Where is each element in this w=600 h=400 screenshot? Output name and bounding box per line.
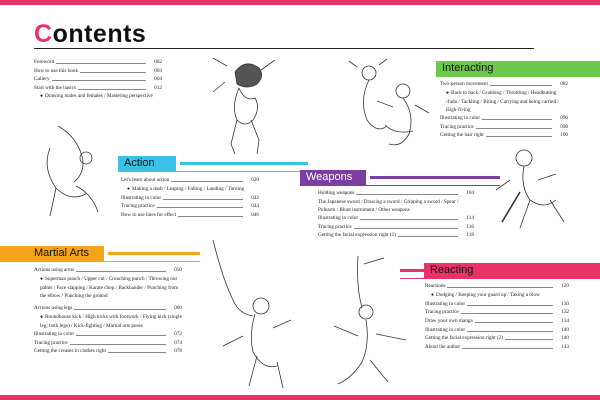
toc-entry[interactable]: Getting the facial expression right (1) 118	[318, 232, 474, 239]
toc-entry[interactable]: About the author 143	[425, 343, 569, 350]
martial-arts-header-label: Martial Arts	[0, 246, 104, 261]
toc-entry[interactable]: Tracing practice 074	[34, 339, 182, 346]
toc-entry[interactable]: Illustrating in color 140	[425, 326, 569, 333]
crouching-figure-sketch	[36, 118, 116, 228]
kicking-figure-sketch	[195, 236, 315, 396]
martial-arts-header	[0, 246, 200, 261]
title-rest: ontents	[52, 20, 147, 48]
interacting-header-label: Interacting	[436, 61, 600, 76]
intro-section	[34, 58, 162, 102]
toc-entry[interactable]: How to use this book 003	[34, 67, 162, 74]
reacting-header	[400, 263, 600, 278]
kneeling-figure-sketch	[490, 140, 580, 240]
toc-entry[interactable]: Actions using arms 050	[34, 267, 182, 273]
toc-entry[interactable]: Reactions 120	[425, 283, 569, 289]
toc-entry[interactable]: Let's learn about action 020	[121, 177, 259, 183]
title-rule	[34, 48, 534, 49]
toc-subtopics: The Japanese sword / Drawing a sword / Gripping a sword / Spear / Polearm / Blunt instrument / Other weapons	[318, 198, 459, 213]
page-title	[34, 20, 146, 49]
weapons-section	[318, 189, 474, 240]
toc-entry[interactable]: Illustrating in color 096	[440, 115, 568, 122]
toc-entry[interactable]: Getting the hair right 100	[440, 132, 568, 139]
bullet-icon: ●	[127, 186, 131, 192]
reacting-header-label: Reacting	[424, 263, 600, 278]
bullet-icon: ●	[40, 276, 44, 282]
toc-entry[interactable]: Holding weapons 104	[318, 190, 474, 196]
action-header-label: Action	[118, 156, 176, 171]
toc-entry[interactable]: How to use lines for effect 046	[121, 211, 259, 218]
toc-subtopics: ● Superman punch / Upper cut / Crouching punch / Throwing out palms / Face slapping / Karate chop / Backhander / Punching from the elbow / Punching the ground	[40, 275, 179, 299]
martial-arts-section	[34, 266, 182, 356]
toc-entry[interactable]: Tracing practice 132	[425, 309, 569, 316]
weapons-header-label: Weapons	[300, 170, 366, 185]
toc-subtopics: ● Roundhouse kick / High kicks with footwork / Flying kick (single leg; both legs) / Kick-fighting / Martial arts poses	[40, 313, 182, 329]
toc-entry[interactable]: Illustrating in color 114	[318, 215, 474, 221]
top-border	[0, 0, 600, 5]
toc-subtopics: ● Back to back / Grabbing / Throttling / Headbutting /Judo / Tackling / Biting / Carrying and being carried / High-fiving	[446, 89, 559, 113]
toc-subtopics: ● Dodging / Keeping your guard up / Taking a blow	[431, 291, 540, 298]
toc-subtopics: ● Making a dash / Leaping / Falling / Landing / Turning	[127, 185, 245, 192]
toc-entry[interactable]: Foreword 002	[34, 59, 162, 65]
interacting-section	[440, 80, 568, 140]
toc-entry[interactable]: Getting the creases in clothes right 078	[34, 348, 182, 355]
title-first-letter: C	[34, 20, 53, 48]
toc-entry[interactable]: Draw your own manga 134	[425, 317, 569, 324]
two-figures-sketch	[345, 55, 435, 155]
bullet-icon: ●	[431, 292, 435, 298]
toc-subtopics: ● Drawing males and females / Mastering perspective	[40, 93, 153, 100]
bullet-icon: ●	[40, 314, 44, 320]
toc-entry[interactable]: Illustrating in color 130	[425, 300, 569, 307]
toc-entry[interactable]: Two-person movement 082	[440, 81, 568, 87]
flying-figure-sketch	[318, 250, 418, 390]
bullet-icon: ●	[40, 94, 44, 100]
reacting-section	[425, 282, 569, 351]
toc-entry[interactable]: Getting the facial expression right (2) 140	[425, 335, 569, 342]
toc-entry[interactable]: Illustrating in color 042	[121, 194, 259, 201]
toc-entry[interactable]: Tracing practice 098	[440, 123, 568, 130]
toc-entry[interactable]: Actions using legs 060	[34, 305, 182, 312]
toc-entry[interactable]: Start with the basics 012	[34, 84, 162, 91]
toc-entry[interactable]: Tracing practice 116	[318, 223, 474, 230]
interacting-header	[436, 61, 600, 76]
weapons-header	[300, 170, 500, 185]
toc-entry[interactable]: Gallery 004	[34, 76, 162, 83]
leaping-girl-sketch	[205, 52, 285, 162]
action-section	[121, 176, 259, 220]
toc-entry[interactable]: Tracing practice 044	[121, 203, 259, 210]
toc-entry[interactable]: Illustrating in color 072	[34, 331, 182, 338]
bullet-icon: ●	[446, 90, 450, 96]
